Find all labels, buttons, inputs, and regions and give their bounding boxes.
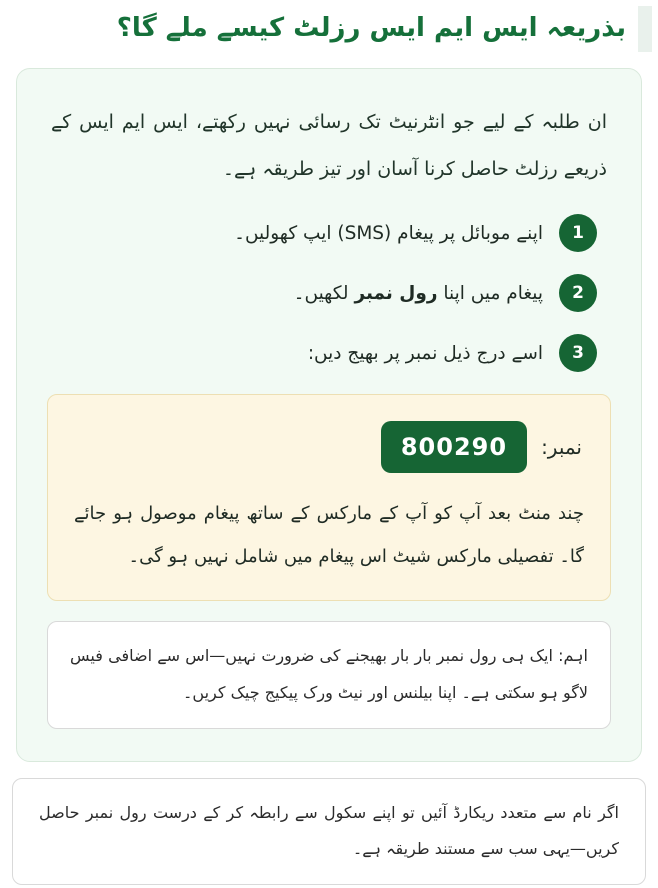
sms-shortcode-badge: 800290 [381, 421, 527, 473]
page-title: بذریعہ ایس ایم ایس رزلٹ کیسے ملے گا؟ [116, 13, 626, 43]
sms-instructions-card [16, 68, 642, 761]
sms-number-description: چند منٹ بعد آپ کو آپ کے مارکس کے ساتھ پیغام موصول ہو جائے گا۔ تفصیلی مارکس شیٹ اس پیغام میں شامل نہیں ہو گی۔ [74, 503, 584, 567]
sms-number-box [47, 394, 611, 601]
sms-number-row [74, 421, 582, 473]
step-text [308, 336, 543, 371]
footer-note-box [12, 778, 646, 886]
page-header [0, 6, 652, 52]
step-item-1 [47, 214, 597, 252]
important-note-text: اہم: ایک ہی رول نمبر بار بار بھیجنے کی ضرورت نہیں—اس سے اضافی فیس لاگو ہو سکتی ہے۔ اپنا بیلنس اور نیٹ ورک پیکیج چیک کریں۔ [70, 646, 588, 702]
step-number-badge: 2 [559, 274, 597, 312]
step-item-2 [47, 274, 597, 312]
steps-list [47, 214, 597, 372]
step-number-badge: 1 [559, 214, 597, 252]
step-text-pre: اپنے موبائل پر پیغام (SMS) ایپ کھولیں۔ [234, 222, 543, 244]
page [0, 6, 658, 885]
step-text [294, 276, 543, 311]
step-text-bold: رول نمبر [354, 282, 438, 304]
step-text-post: لکھیں۔ [293, 282, 355, 304]
step-item-3 [47, 334, 597, 372]
important-note-box [47, 621, 611, 729]
step-text-pre: اسے درج ذیل نمبر پر بھیج دیں: [307, 342, 543, 364]
step-text-pre: پیغام میں اپنا [437, 282, 543, 304]
footer-note-text: اگر نام سے متعدد ریکارڈ آئیں تو اپنے سکول سے رابطہ کر کے درست رول نمبر حاصل کریں—یہی سب سے مستند طریقہ ہے۔ [39, 802, 619, 859]
intro-paragraph: ان طلبہ کے لیے جو انٹرنیٹ تک رسائی نہیں رکھتے، ایس ایم ایس کے ذریعے رزلٹ حاصل کرنا آسان اور تیز طریقہ ہے۔ [51, 111, 607, 180]
title-accent-bar [638, 6, 652, 52]
step-text [234, 216, 543, 251]
sms-number-label: نمبر: [541, 435, 582, 460]
step-number-badge: 3 [559, 334, 597, 372]
